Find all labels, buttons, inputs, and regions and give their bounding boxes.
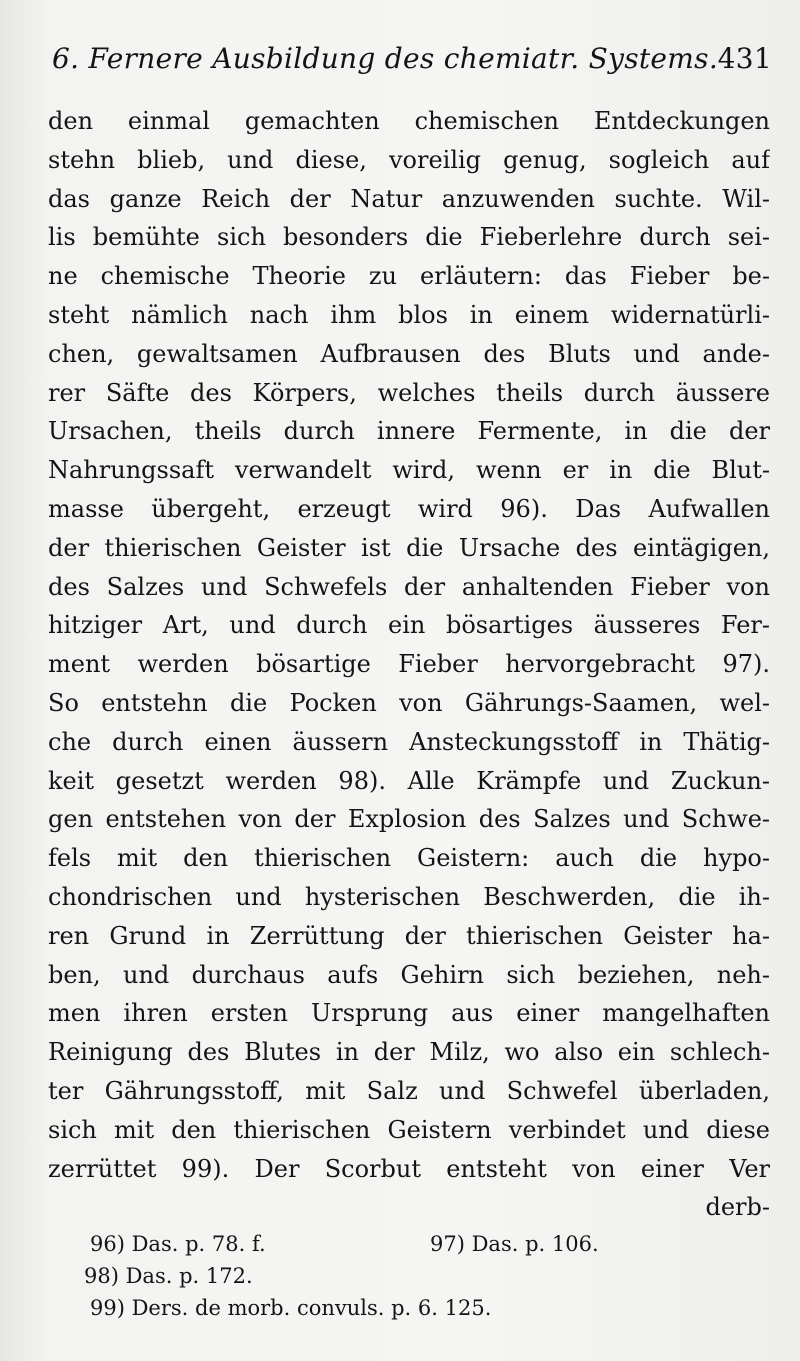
text-line: das ganze Reich der Natur anzuwenden suchte. Wil- bbox=[48, 184, 770, 213]
text-line: ment werden bösartige Fieber hervorgebracht 97). bbox=[48, 650, 770, 679]
text-line: So entstehn die Pocken von Gährungs-Saamen, wel- bbox=[48, 688, 770, 717]
text-line: fels mit den thierischen Geistern: auch die hypo- bbox=[48, 844, 770, 873]
text-line: keit gesetzt werden 98). Alle Krämpfe und Zuckun- bbox=[48, 766, 770, 795]
text-line: masse übergeht, erzeugt wird 96). Das Aufwallen bbox=[48, 494, 770, 523]
page-number: 431 bbox=[717, 42, 772, 75]
text-line: chen, gewaltsamen Aufbrausen des Bluts und ande- bbox=[48, 339, 770, 368]
text-line: lis bemühte sich besonders die Fieberlehre durch sei- bbox=[48, 223, 770, 252]
text-line: ben, und durchaus aufs Gehirn sich beziehen, neh- bbox=[48, 960, 770, 989]
text-line: hitziger Art, und durch ein bösartiges äusseres Fer- bbox=[48, 611, 770, 640]
footnote-96: 96) Das. p. 78. f. bbox=[90, 1232, 266, 1256]
footnotes bbox=[84, 1228, 690, 1324]
text-line: chondrischen und hysterischen Beschwerden, die ih- bbox=[48, 882, 770, 911]
body-text bbox=[48, 102, 770, 1227]
chapter-title: 6. Fernere Ausbildung des chemiatr. Systems. bbox=[52, 42, 719, 75]
text-line: ren Grund in Zerrüttung der thierischen Geister ha- bbox=[48, 921, 770, 950]
text-line: stehn blieb, und diese, voreilig genug, sogleich auf bbox=[48, 145, 770, 174]
running-header bbox=[52, 36, 772, 86]
text-line: Reinigung des Blutes in der Milz, wo also ein schlech- bbox=[48, 1038, 770, 1067]
footnote-row bbox=[84, 1260, 690, 1292]
text-line: rer Säfte des Körpers, welches theils durch äussere bbox=[48, 378, 770, 407]
footnote-99: 99) Ders. de morb. convuls. p. 6. 125. bbox=[90, 1296, 492, 1320]
text-line: sich mit den thierischen Geistern verbindet und diese bbox=[48, 1115, 770, 1144]
text-line: Ursachen, theils durch innere Fermente, in die der bbox=[48, 417, 770, 446]
text-line: gen entstehen von der Explosion des Salzes und Schwe- bbox=[48, 805, 770, 834]
text-line: steht nämlich nach ihm blos in einem widernatürli- bbox=[48, 300, 770, 329]
text-line: den einmal gemachten chemischen Entdeckungen bbox=[48, 107, 770, 135]
footnote-row bbox=[90, 1228, 690, 1260]
footnote-row bbox=[90, 1292, 690, 1324]
catchword: derb- bbox=[705, 1193, 770, 1222]
text-line: des Salzes und Schwefels der anhaltenden Fieber von bbox=[48, 572, 770, 601]
text-line: der thierischen Geister ist die Ursache des eintägigen, bbox=[48, 533, 770, 562]
footnote-97: 97) Das. p. 106. bbox=[430, 1232, 599, 1256]
text-line: ne chemische Theorie zu erläutern: das Fieber be- bbox=[48, 262, 770, 291]
text-line: che durch einen äussern Ansteckungsstoff in Thätig- bbox=[48, 727, 770, 756]
text-line: zerrüttet 99). Der Scorbut entsteht von einer Ver bbox=[48, 1154, 770, 1183]
footnote-98: 98) Das. p. 172. bbox=[84, 1264, 253, 1288]
text-line: Nahrungssaft verwandelt wird, wenn er in die Blut- bbox=[48, 456, 770, 485]
text-line: ter Gährungsstoff, mit Salz und Schwefel überladen, bbox=[48, 1076, 770, 1105]
text-line: men ihren ersten Ursprung aus einer mangelhaften bbox=[48, 999, 770, 1028]
